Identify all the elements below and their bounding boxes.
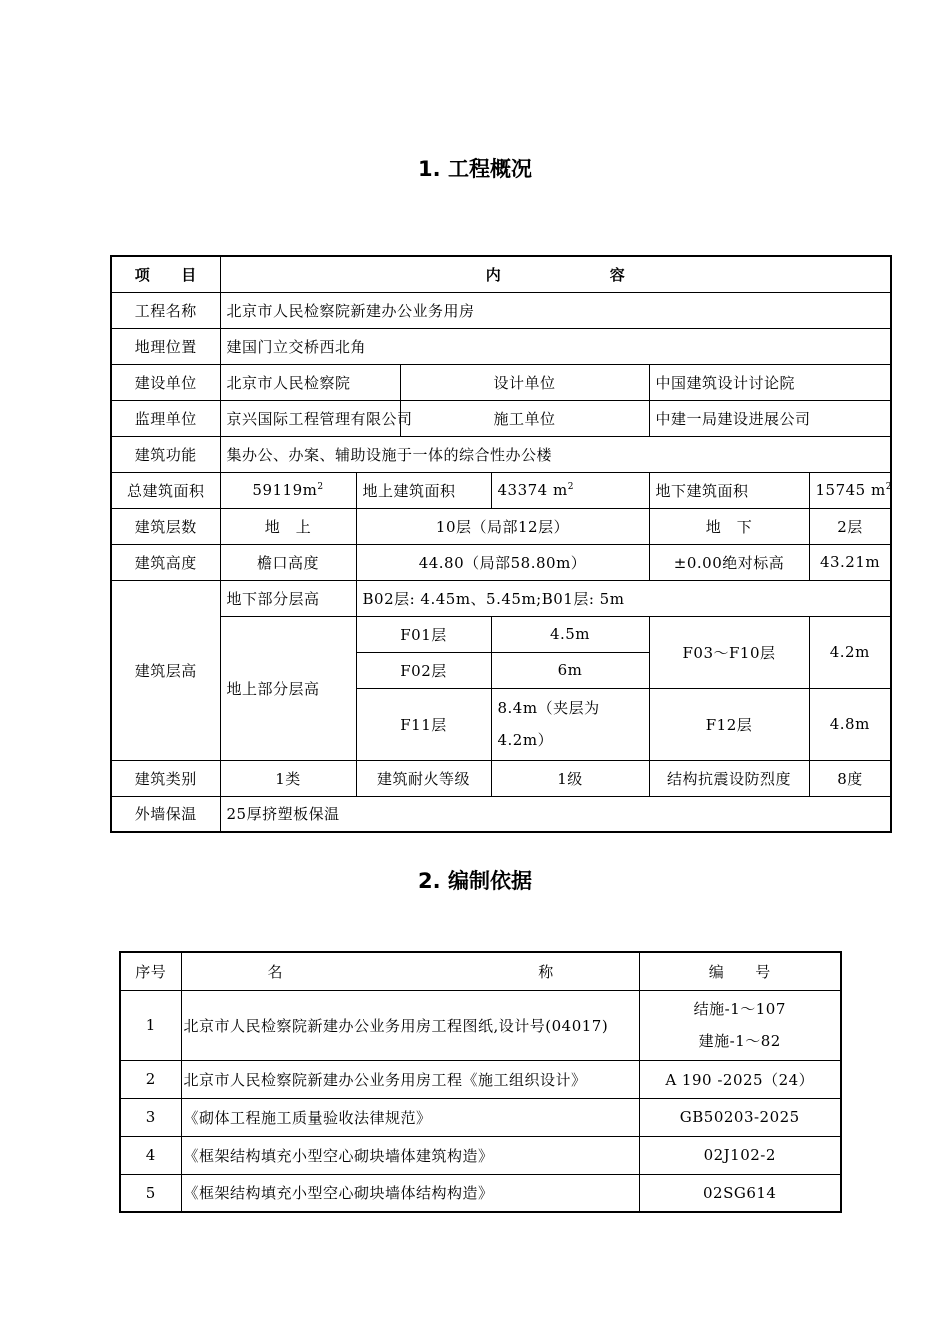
row-seq: 4 [120, 1136, 181, 1174]
fire-label: 建筑耐火等级 [356, 760, 491, 796]
row-name: 北京市人民检察院新建办公业务用房工程《施工组织设计》 [181, 1060, 639, 1098]
row-name: 《框架结构填充小型空心砌块墙体建筑构造》 [181, 1136, 639, 1174]
area-total-value: 59119m [252, 481, 318, 499]
f12-value: 4.8m [809, 688, 891, 760]
table-row [111, 616, 891, 652]
insulation-label: 外墙保温 [111, 796, 220, 832]
location-label: 地理位置 [111, 328, 220, 364]
f03-value: 4.2m [809, 616, 891, 688]
project-name-label: 工程名称 [111, 292, 220, 328]
row-code: GB50203-2025 [639, 1098, 841, 1136]
table-row [120, 1098, 841, 1136]
f12-label: F12层 [649, 688, 809, 760]
header-item: 项 目 [111, 256, 220, 292]
row-code: 02J102-2 [639, 1136, 841, 1174]
floors-label: 建筑层数 [111, 508, 220, 544]
floors-below-label: 地 下 [649, 508, 809, 544]
area-above-label: 地上建筑面积 [356, 472, 491, 508]
f01-value: 4.5m [491, 616, 649, 652]
eave-value: 44.80（局部58.80m） [356, 544, 649, 580]
function-label: 建筑功能 [111, 436, 220, 472]
floors-above-value: 10层（局部12层） [356, 508, 649, 544]
floors-above-label: 地 上 [220, 508, 356, 544]
supervisor-label: 监理单位 [111, 400, 220, 436]
fire-value: 1级 [491, 760, 649, 796]
builder-value: 北京市人民检察院 [220, 364, 400, 400]
above-label: 地上部分层高 [220, 616, 356, 760]
table-row [120, 1136, 841, 1174]
table-row [111, 508, 891, 544]
supervisor-value: 京兴国际工程管理有限公司 [220, 400, 400, 436]
height-label: 建筑高度 [111, 544, 220, 580]
floor-height-label: 建筑层高 [111, 580, 220, 760]
seismic-value: 8度 [809, 760, 891, 796]
seismic-label: 结构抗震设防烈度 [649, 760, 809, 796]
header-code: 编 号 [639, 952, 841, 990]
table-row [111, 760, 891, 796]
row-seq: 5 [120, 1174, 181, 1212]
row-code: 02SG614 [639, 1174, 841, 1212]
row-code-1: 结施-1～107 [693, 1000, 786, 1018]
f01-label: F01层 [356, 616, 491, 652]
header-name [181, 952, 639, 990]
f11-label: F11层 [356, 688, 491, 760]
floors-below-value: 2层 [809, 508, 891, 544]
header-name-a: 名 [267, 962, 284, 981]
f11-value: 8.4m（夹层为4.2m） [491, 688, 649, 760]
table-row [111, 580, 891, 616]
row-code [639, 990, 841, 1060]
table-row [111, 328, 891, 364]
table-row [120, 990, 841, 1060]
section2-title: 2. 编制依据 [418, 869, 532, 893]
project-overview-table [110, 255, 892, 833]
category-value: 1类 [220, 760, 356, 796]
header-name-b: 称 [538, 962, 554, 981]
under-value: B02层: 4.45m、5.45m;B01层: 5m [356, 580, 891, 616]
row-seq: 1 [120, 990, 181, 1060]
under-label: 地下部分层高 [220, 580, 356, 616]
row-code: A 190 -2025（24） [639, 1060, 841, 1098]
row-name: 北京市人民检察院新建办公业务用房工程图纸,设计号(04017) [181, 990, 639, 1060]
area-total [220, 472, 356, 508]
table-row [111, 400, 891, 436]
row-name: 《砌体工程施工质量验收法律规范》 [181, 1098, 639, 1136]
table-row [111, 292, 891, 328]
row-seq: 2 [120, 1060, 181, 1098]
header-content: 内 容 [220, 256, 891, 292]
table-row [120, 1060, 841, 1098]
area-below-sup: 2 [885, 482, 892, 492]
ref-label: ±0.00绝对标高 [649, 544, 809, 580]
header-seq: 序号 [120, 952, 181, 990]
area-above-sup: 2 [567, 482, 574, 492]
area-below-value: 15745 m [815, 481, 886, 499]
project-name-value: 北京市人民检察院新建办公业务用房 [220, 292, 891, 328]
area-label: 总建筑面积 [111, 472, 220, 508]
area-below [809, 472, 891, 508]
row-code-2: 建施-1～82 [698, 1032, 781, 1050]
area-total-sup: 2 [317, 482, 324, 492]
builder-label: 建设单位 [111, 364, 220, 400]
location-value: 建国门立交桥西北角 [220, 328, 891, 364]
f02-value: 6m [491, 652, 649, 688]
function-value: 集办公、办案、辅助设施于一体的综合性办公楼 [220, 436, 891, 472]
f03-label: F03～F10层 [649, 616, 809, 688]
table-row [111, 436, 891, 472]
insulation-value: 25厚挤塑板保温 [220, 796, 891, 832]
row-seq: 3 [120, 1098, 181, 1136]
design-label: 设计单位 [400, 364, 649, 400]
table-row [111, 544, 891, 580]
row-name: 《框架结构填充小型空心砌块墙体结构构造》 [181, 1174, 639, 1212]
table-row [111, 364, 891, 400]
construct-label: 施工单位 [400, 400, 649, 436]
eave-label: 檐口高度 [220, 544, 356, 580]
table-row [111, 472, 891, 508]
table-header-row [111, 256, 891, 292]
area-above-value: 43374 m [497, 481, 568, 499]
f02-label: F02层 [356, 652, 491, 688]
table-row [120, 1174, 841, 1212]
category-label: 建筑类别 [111, 760, 220, 796]
area-above [491, 472, 649, 508]
section1-title: 1. 工程概况 [418, 157, 532, 181]
ref-value: 43.21m [809, 544, 891, 580]
construct-value: 中建一局建设进展公司 [649, 400, 891, 436]
table-row [111, 796, 891, 832]
area-below-label: 地下建筑面积 [649, 472, 809, 508]
design-value: 中国建筑设计讨论院 [649, 364, 891, 400]
table-header-row [120, 952, 841, 990]
basis-table [119, 951, 842, 1213]
